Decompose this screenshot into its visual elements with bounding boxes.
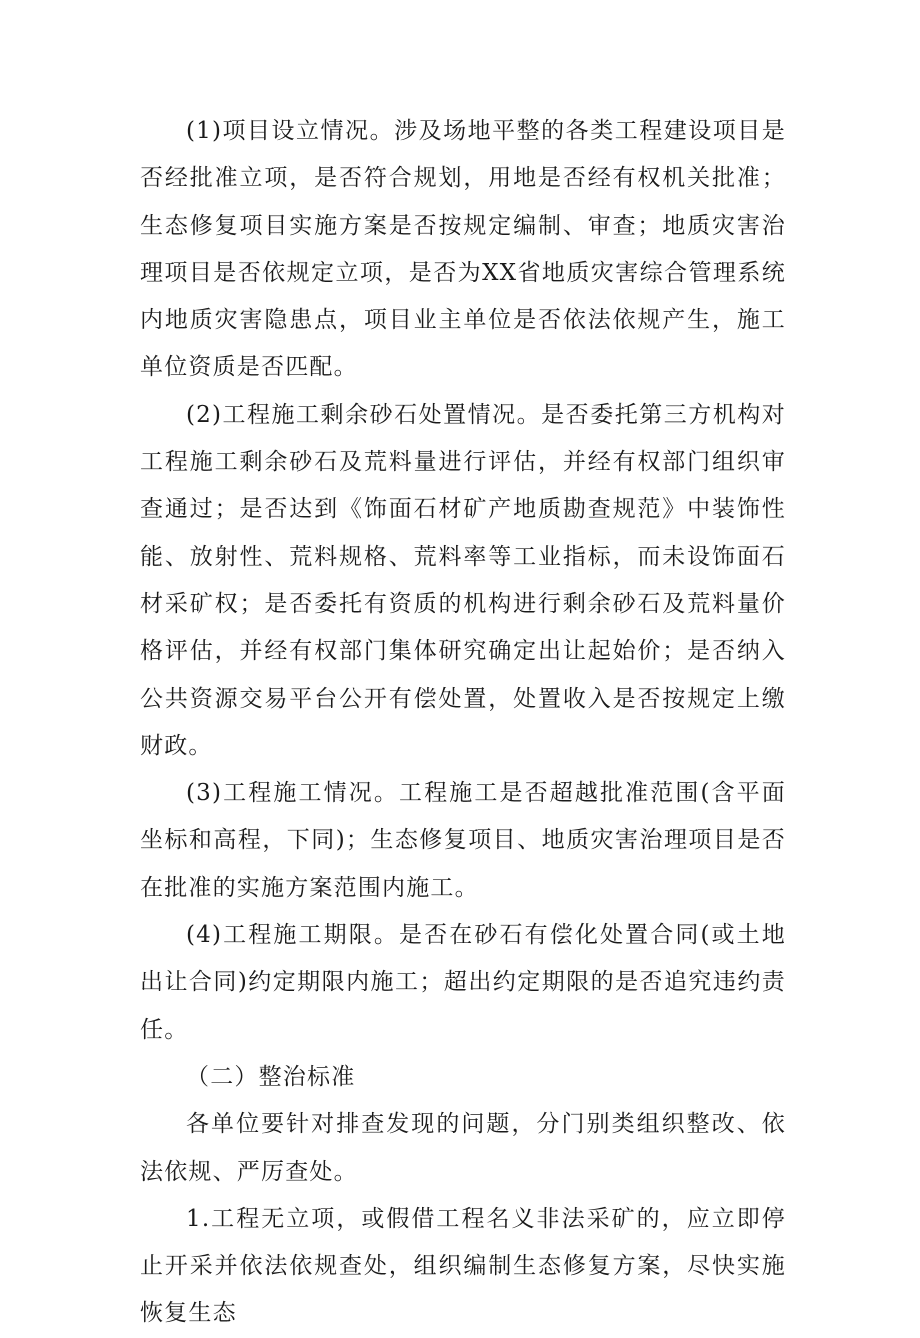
paragraph-surplus-sand-disposal: (2)工程施工剩余砂石处置情况。是否委托第三方机构对工程施工剩余砂石及荒料量进行评估，并经有权部门组织审查通过；是否达到《饰面石材矿产地质勘查规范》中装饰性能、放射性、荒料规格、荒料率等工业指标，而未设饰面石材采矿权；是否委托有资质的机构进行剩余砂石及荒料量价格评估，并经有权部门集体研究确定出让起始价；是否纳入公共资源交易平台公开有偿处置，处置收入是否按规定上缴财政。 (140, 401, 786, 759)
document-body (140, 108, 786, 1338)
paragraph-item-1: 1.工程无立项，或假借工程名义非法采矿的，应立即停止开采并依法依规查处，组织编制生态修复方案，尽快实施恢复生态 (140, 1205, 786, 1327)
paragraph-construction-period: (4)工程施工期限。是否在砂石有偿化处置合同(或土地出让合同)约定期限内施工；超出约定期限的是否追究违约责任。 (140, 922, 786, 1043)
paragraph-project-setup: (1)项目设立情况。涉及场地平整的各类工程建设项目是否经批准立项，是否符合规划，用地是否经有权机关批准；生态修复项目实施方案是否按规定编制、审查；地质灾害治理项目是否依规定立项，是否为XX省地质灾害综合管理系统内地质灾害隐患点，项目业主单位是否依法依规产生，施工单位资质是否匹配。 (140, 118, 786, 381)
paragraph-rectification-intro: 各单位要针对排查发现的问题，分门别类组织整改、依法依规、严厉查处。 (140, 1111, 786, 1185)
section-heading-rectification-standards: （二）整治标准 (186, 1063, 356, 1090)
paragraph-construction-status: (3)工程施工情况。工程施工是否超越批准范围(含平面坐标和高程，下同)；生态修复项目、地质灾害治理项目是否在批准的实施方案范围内施工。 (140, 780, 786, 901)
